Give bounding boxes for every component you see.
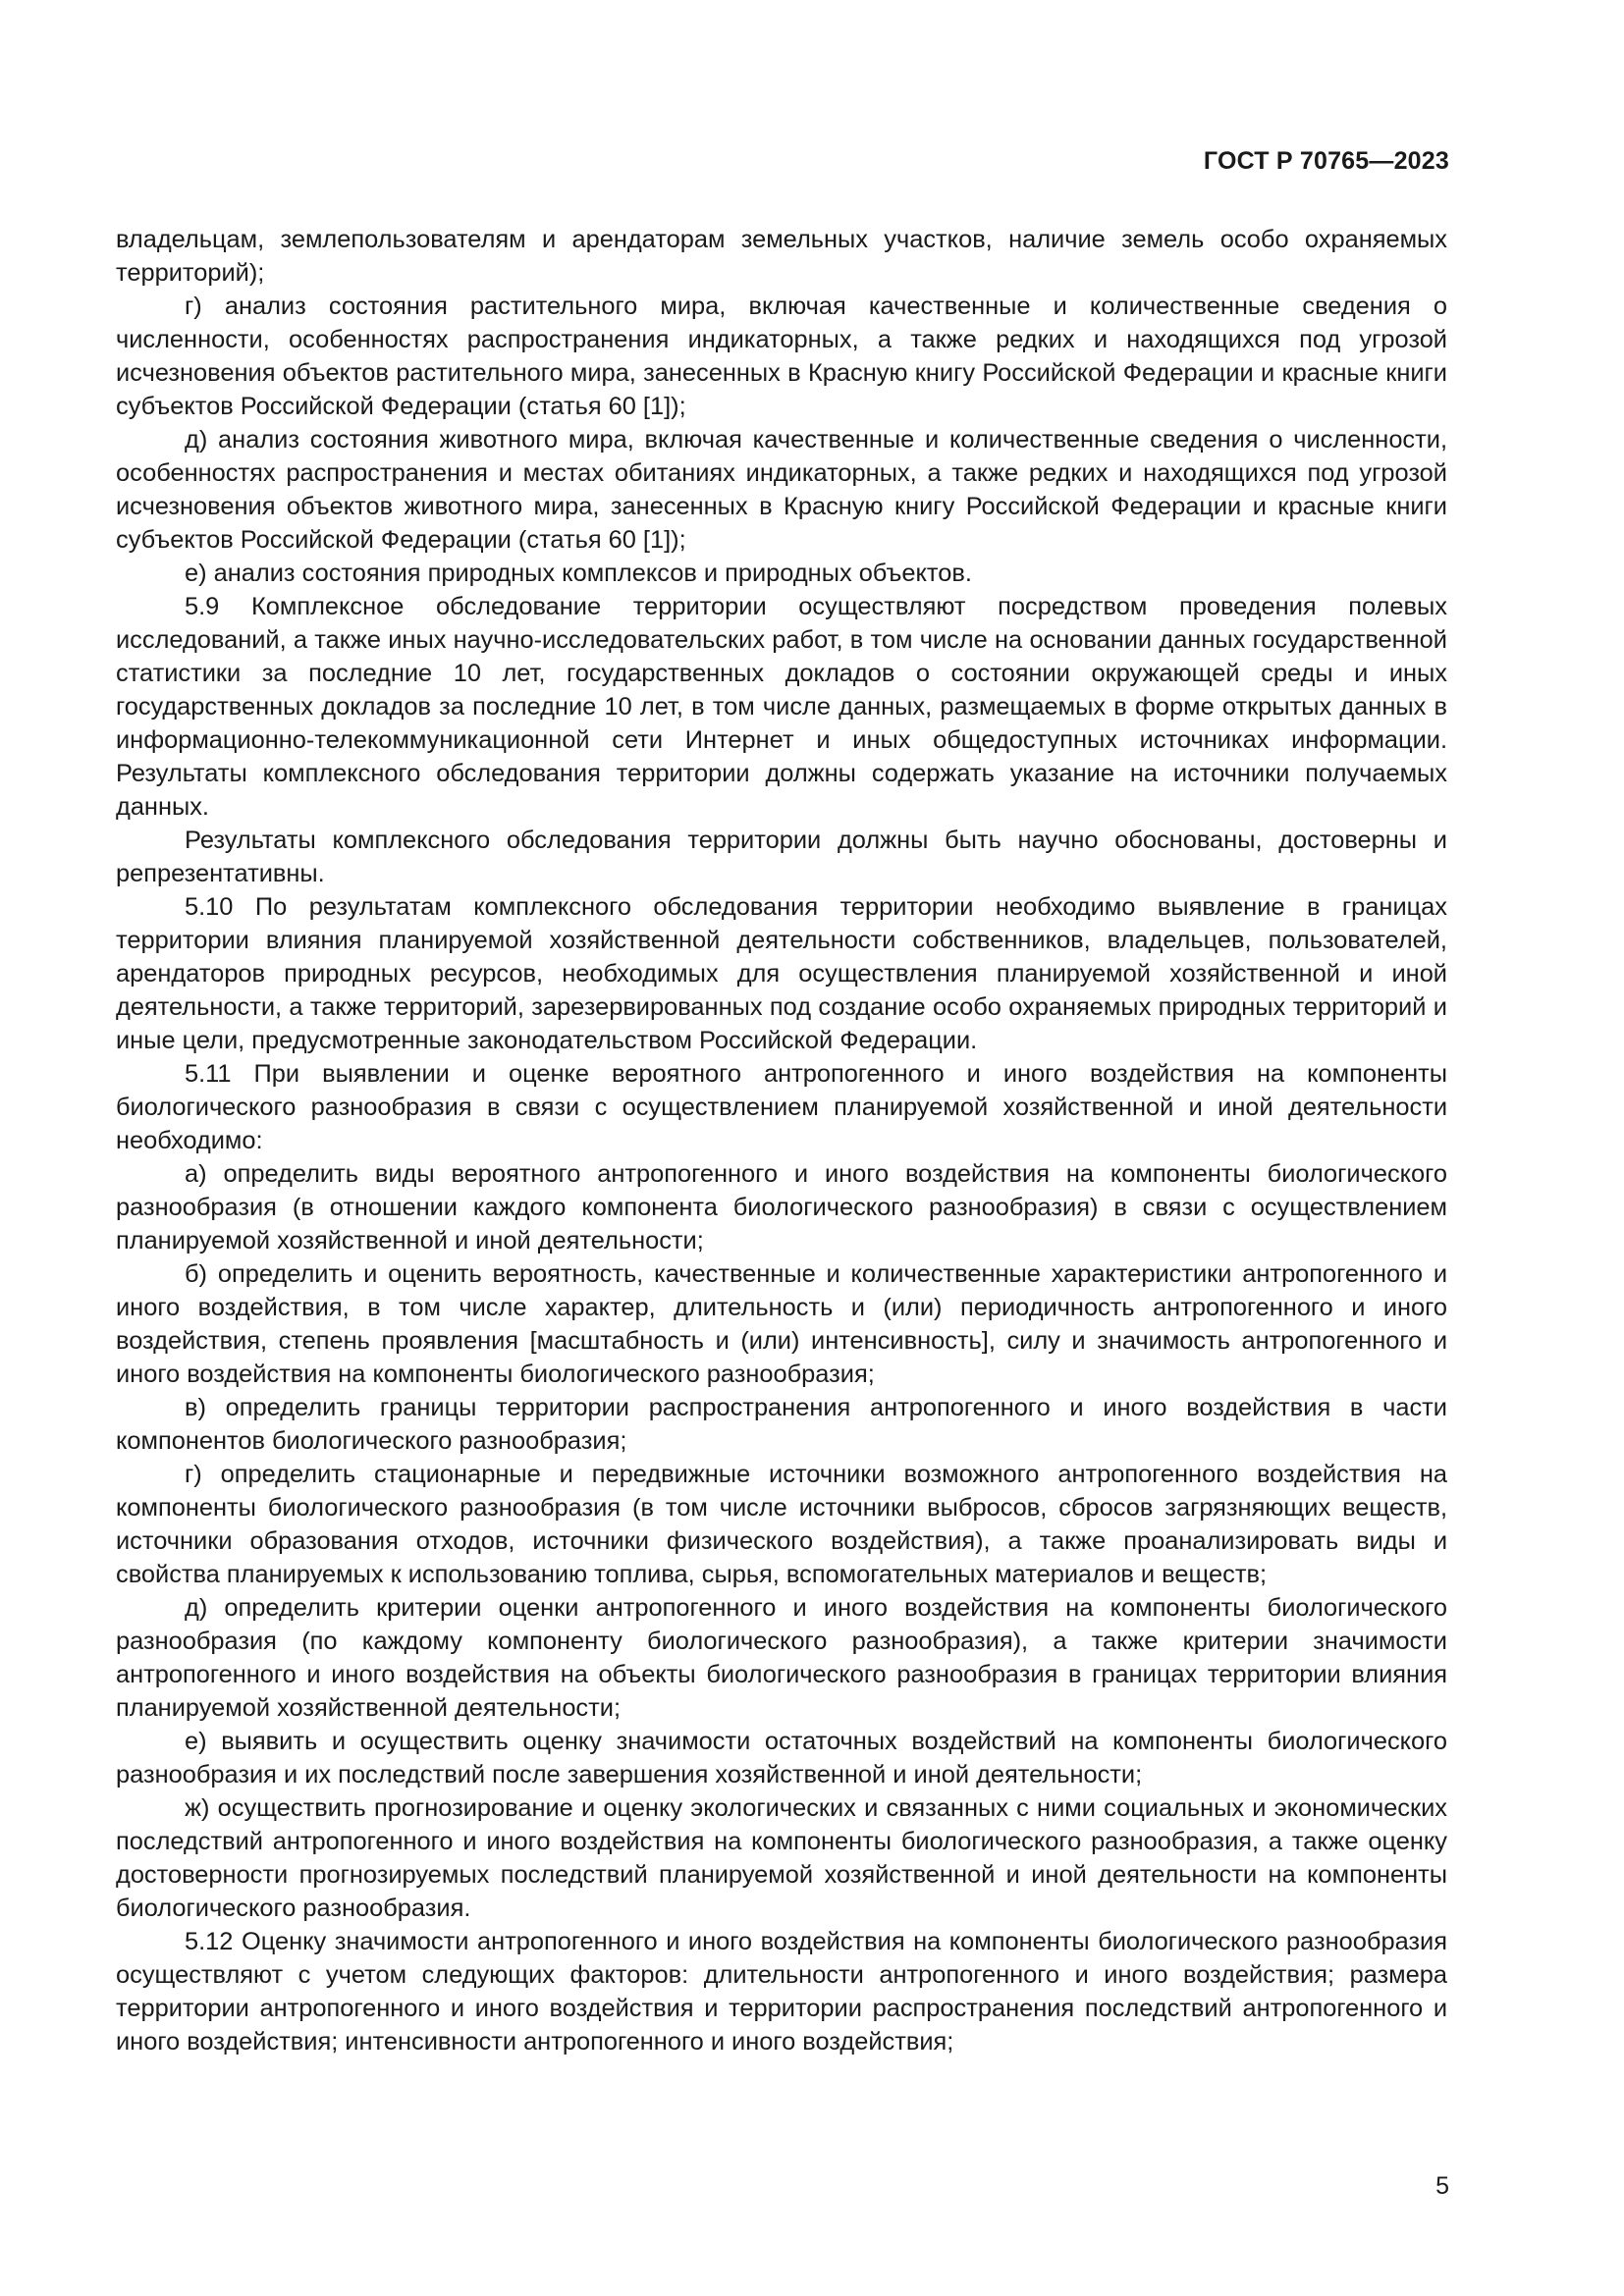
body-paragraph: д) определить критерии оценки антропогенного и иного воздействия на компоненты биологического разнообразия (по каждому компоненту биологического разнообразия), а также критерии значимости антропогенного и иного воздействия на объекты биологического разнообразия в границах территории влияния планируемой хозяйственной деятельности; — [116, 1594, 1447, 1722]
body-paragraph: е) анализ состояния природных комплексов и природных объектов. — [185, 560, 972, 587]
body-paragraph: д) анализ состояния животного мира, включая качественные и количественные сведения о численности, особенностях распространения и местах обитаниях индикаторных, а также редких и находящихся под угрозой исчезновения объектов животного мира, занесенных в Красную книгу Российской Федерации и красные книги субъектов Российской Федерации (статья 60 [1]); — [116, 426, 1447, 554]
body-paragraph: владельцам, землепользователям и арендаторам земельных участков, наличие земель особо охраняемых территорий); — [116, 226, 1447, 287]
document-body — [116, 223, 1447, 2058]
body-paragraph: 5.11 При выявлении и оценке вероятного антропогенного и иного воздействия на компоненты биологического разнообразия в связи с осуществлением планируемой хозяйственной и иной деятельности необходимо: — [116, 1060, 1447, 1154]
body-paragraph: г) определить стационарные и передвижные источники возможного антропогенного воздействия на компоненты биологического разнообразия (в том числе источники выбросов, сбросов загрязняющих веществ, источники образования отходов, источники физического воздействия), а также проанализировать виды и свойства планируемых к использованию топлива, сырья, вспомогательных материалов и веществ; — [116, 1461, 1447, 1588]
document-code-header: ГОСТ Р 70765—2023 — [1203, 147, 1449, 175]
body-paragraph: 5.10 По результатам комплексного обследования территории необходимо выявление в границах территории влияния планируемой хозяйственной деятельности собственников, владельцев, пользователей, арендаторов природных ресурсов, необходимых для осуществления планируемой хозяйственной и иной деятельности, а также территорий, зарезервированных под создание особо охраняемых природных территорий и иные цели, предусмотренные законодательством Российской Федерации. — [116, 893, 1447, 1054]
page-number: 5 — [1435, 2172, 1449, 2200]
body-paragraph: е) выявить и осуществить оценку значимости остаточных воздействий на компоненты биологического разнообразия и их последствий после завершения хозяйственной и иной деятельности; — [116, 1728, 1447, 1789]
body-paragraph: 5.12 Оценку значимости антропогенного и иного воздействия на компоненты биологического разнообразия осуществляют с учетом следующих факторов: длительности антропогенного и иного воздействия; размера территории антропогенного и иного воздействия и территории распространения последствий антропогенного и иного воздействия; интенсивности антропогенного и иного воздействия; — [116, 1928, 1447, 2056]
body-paragraph: в) определить границы территории распространения антропогенного и иного воздействия в части компонентов биологического разнообразия; — [116, 1394, 1447, 1455]
body-paragraph: а) определить виды вероятного антропогенного и иного воздействия на компоненты биологического разнообразия (в отношении каждого компонента биологического разнообразия) в связи с осуществлением планируемой хозяйственной и иной деятельности; — [116, 1160, 1447, 1255]
body-paragraph: 5.9 Комплексное обследование территории осуществляют посредством проведения полевых исследований, а также иных научно-исследовательских работ, в том числе на основании данных государственной статистики за последние 10 лет, государственных докладов о состоянии окружающей среды и иных государственных докладов за последние 10 лет, в том числе данных, размещаемых в форме открытых данных в информационно-телекоммуникационной сети Интернет и иных общедоступных источниках информации. Результаты комплексного обследования территории должны содержать указание на источники получаемых данных. — [116, 593, 1447, 821]
body-paragraph: б) определить и оценить вероятность, качественные и количественные характеристики антропогенного и иного воздействия, в том числе характер, длительность и (или) периодичность антропогенного и иного воздействия, степень проявления [масштабность и (или) интенсивность], силу и значимость антропогенного и иного воздействия на компоненты биологического разнообразия; — [116, 1260, 1447, 1388]
body-paragraph: г) анализ состояния растительного мира, включая качественные и количественные сведения о численности, особенностях распространения индикаторных, а также редких и находящихся под угрозой исчезновения объектов растительного мира, занесенных в Красную книгу Российской Федерации и красные книги субъектов Российской Федерации (статья 60 [1]); — [116, 293, 1447, 420]
body-paragraph: Результаты комплексного обследования территории должны быть научно обоснованы, достоверны и репрезентативны. — [116, 827, 1447, 887]
body-paragraph: ж) осуществить прогнозирование и оценку экологических и связанных с ними социальных и экономических последствий антропогенного и иного воздействия на компоненты биологического разнообразия, а также оценку достоверности прогнозируемых последствий планируемой хозяйственной и иной деятельности на компоненты биологического разнообразия. — [116, 1794, 1447, 1922]
